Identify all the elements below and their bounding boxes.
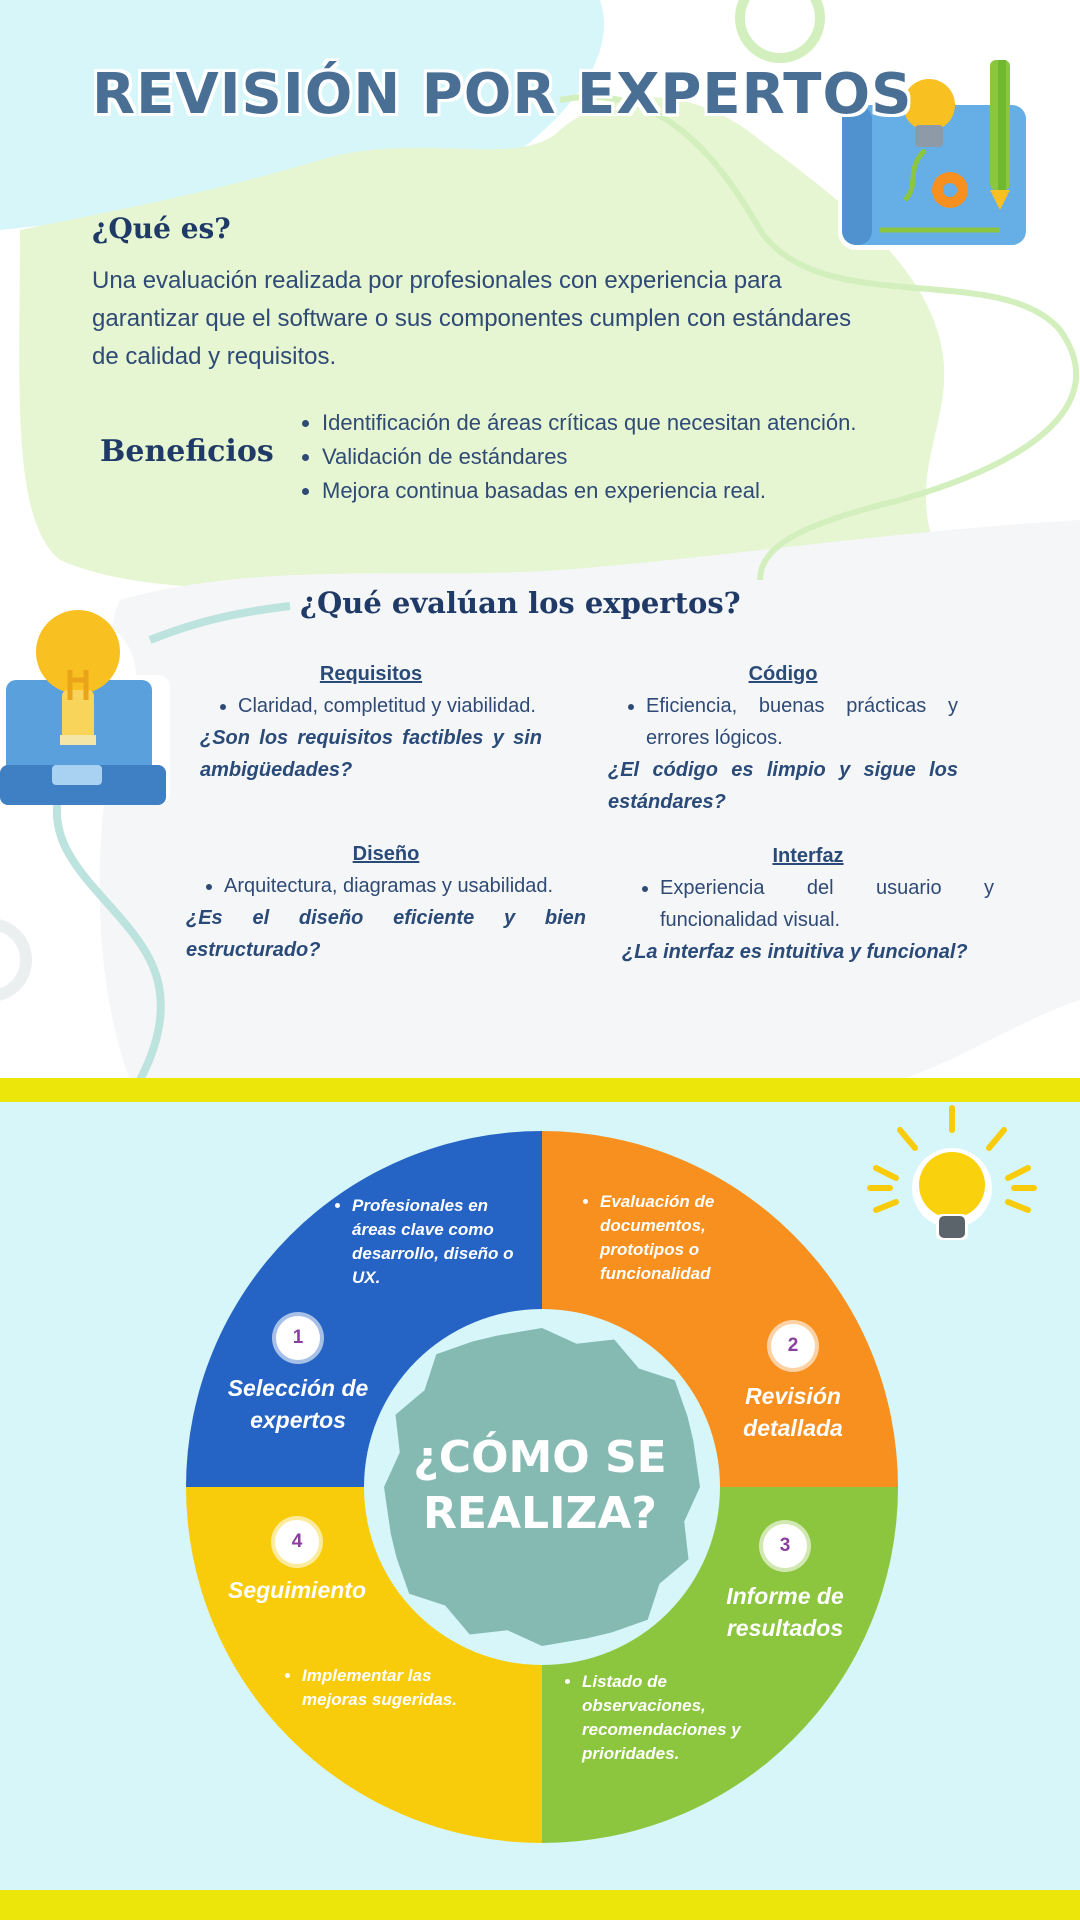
card-heading: Interfaz	[772, 845, 844, 867]
page-title: REVISIÓN POR EXPERTOS	[92, 62, 913, 127]
card-heading: Requisitos	[319, 663, 423, 685]
card-bullet: • Eficiencia, buenas prácticas y errores lógicos.	[646, 690, 958, 754]
step-3-detail: • Listado de observaciones, recomendaciones y prioridades.	[560, 1670, 780, 1766]
card-heading: Código	[748, 663, 818, 685]
top-ring	[740, 0, 820, 58]
step-2-detail: • Evaluación de documentos, prototipos o funcionalidad	[578, 1190, 778, 1286]
step-1-label: Selección de expertos	[227, 1375, 369, 1433]
process-center-title: ¿CÓMO SE REALIZA?	[413, 1432, 667, 1539]
benefits-title: Beneficios	[100, 434, 274, 469]
step-3-badge: 3	[763, 1524, 807, 1568]
yellow-band-bottom	[0, 1890, 1080, 1920]
card-heading: Diseño	[352, 843, 420, 865]
card-requisitos	[200, 658, 542, 786]
benefit-item: • Validación de estándares	[322, 440, 856, 474]
card-interfaz	[622, 840, 994, 968]
benefits-list	[298, 406, 856, 508]
card-question: ¿Es el diseño eficiente y bien estructurado?	[186, 907, 586, 961]
step-1-badge: 1	[276, 1316, 320, 1360]
card-bullet: • Arquitectura, diagramas y usabilidad.	[224, 870, 586, 902]
card-question: ¿La interfaz es intuitiva y funcional?	[622, 941, 968, 963]
card-diseno	[186, 838, 586, 966]
card-codigo	[608, 658, 958, 818]
intro-title: ¿Qué es?	[92, 212, 231, 245]
benefit-item: • Mejora continua basadas en experiencia real.	[322, 474, 856, 508]
benefit-item: • Identificación de áreas críticas que necesitan atención.	[322, 406, 856, 440]
step-4-detail: • Implementar las mejoras sugeridas.	[280, 1664, 500, 1712]
evaluation-title: ¿Qué evalúan los expertos?	[300, 586, 741, 620]
step-2-badge: 2	[771, 1324, 815, 1368]
step-1-detail: • Profesionales en áreas clave como desarrollo, diseño o UX.	[330, 1194, 530, 1290]
left-ring	[0, 924, 26, 996]
step-3-label: Informe de resultados	[726, 1583, 844, 1641]
step-4-label: Seguimiento	[227, 1577, 366, 1603]
yellow-band-top	[0, 1078, 1080, 1102]
step-4-badge: 4	[275, 1520, 319, 1564]
card-question: ¿Son los requisitos factibles y sin ambigüedades?	[200, 727, 542, 781]
card-question: ¿El código es limpio y sigue los estándares?	[608, 759, 958, 813]
card-bullet: • Experiencia del usuario y funcionalidad visual.	[660, 872, 994, 936]
step-2-label: Revisión detallada	[743, 1383, 843, 1441]
card-bullet: • Claridad, completitud y viabilidad.	[238, 690, 542, 722]
intro-description: Una evaluación realizada por profesionales con experiencia para garantizar que el software o sus componentes cumplen con estándares de calidad y requisitos.	[92, 267, 852, 370]
